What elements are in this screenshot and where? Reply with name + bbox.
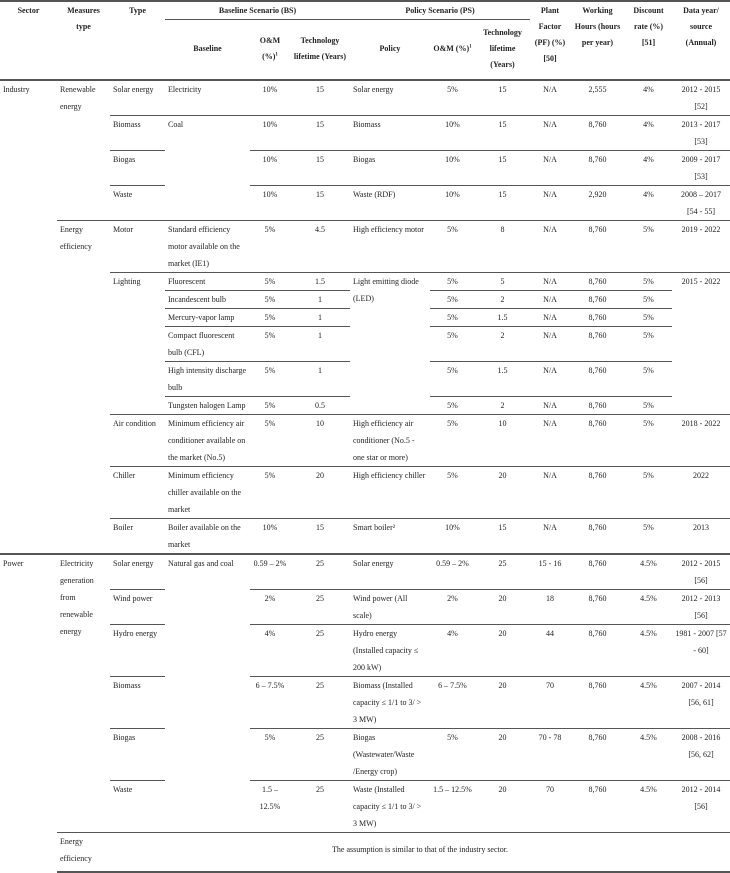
cell-discount-rate: 4.5% xyxy=(625,624,672,676)
cell-plant-factor: N/A xyxy=(530,518,570,554)
cell-ps-om: 5% xyxy=(430,361,475,396)
cell-ps-om: 5% xyxy=(430,728,475,780)
cell-bs-om: 10% xyxy=(250,150,290,185)
cell-bs-om: 10% xyxy=(250,80,290,116)
cell-bs-lifetime: 1 xyxy=(290,308,350,326)
cell-bs-om: 6 – 7.5% xyxy=(250,676,290,728)
cell-bs-lifetime: 15 xyxy=(290,80,350,116)
cell-type: Biomass xyxy=(110,676,165,728)
cell-ps-lifetime: 20 xyxy=(475,728,530,780)
cell-sector: Industry xyxy=(0,80,57,554)
cell-working-hours: 8,760 xyxy=(570,115,625,150)
cell-type: Waste xyxy=(110,185,165,220)
cell-baseline: Boiler available on the market xyxy=(165,518,250,554)
cell-bs-om: 10% xyxy=(250,115,290,150)
cell-bs-lifetime: 25 xyxy=(290,554,350,590)
cell-data-year: 2018 - 2022 xyxy=(672,414,730,466)
cell-measures-type: Renewable energy xyxy=(57,80,110,221)
header-discount-rate: Discount rate (%) [51] xyxy=(625,1,672,80)
cell-plant-factor: N/A xyxy=(530,396,570,414)
cell-ps-om: 5% xyxy=(430,414,475,466)
cell-discount-rate: 5% xyxy=(625,308,672,326)
cell-measures-type: Energy efficiency xyxy=(57,832,110,872)
cell-discount-rate: 5% xyxy=(625,272,672,290)
cell-baseline: Coal xyxy=(165,115,250,220)
cell-baseline: Electricity xyxy=(165,80,250,116)
cell-working-hours: 8,760 xyxy=(570,554,625,590)
cell-bs-om: 1.5 – 12.5% xyxy=(250,780,290,832)
header-plant-factor: Plant Factor (PF) (%) [50] xyxy=(530,1,570,80)
cell-working-hours: 2,920 xyxy=(570,185,625,220)
table-body xyxy=(0,80,730,872)
cell-ps-lifetime: 20 xyxy=(475,780,530,832)
cell-data-year: 2008 - 2016 [56, 62] xyxy=(672,728,730,780)
cell-working-hours: 8,760 xyxy=(570,728,625,780)
cell-plant-factor: N/A xyxy=(530,115,570,150)
cell-working-hours: 8,760 xyxy=(570,589,625,624)
cell-plant-factor: N/A xyxy=(530,361,570,396)
cell-plant-factor: N/A xyxy=(530,185,570,220)
cell-ps-lifetime: 20 xyxy=(475,676,530,728)
cell-data-year: 2013 xyxy=(672,518,730,554)
cell-data-year: 2012 - 2013 [56] xyxy=(672,589,730,624)
cell-type: Biogas xyxy=(110,150,165,185)
cell-bs-om: 10% xyxy=(250,185,290,220)
cell-bs-om: 4% xyxy=(250,624,290,676)
header-sector: Sector xyxy=(0,1,57,80)
cell-ps-lifetime: 8 xyxy=(475,220,530,272)
cell-ps-om: 5% xyxy=(430,396,475,414)
cell-discount-rate: 5% xyxy=(625,361,672,396)
cell-working-hours: 8,760 xyxy=(570,676,625,728)
cell-data-year: 2012 - 2015 [56] xyxy=(672,554,730,590)
cell-baseline: Incandescent bulb xyxy=(165,290,250,308)
cell-baseline: Minimum efficiency chiller available on the market xyxy=(165,466,250,518)
cell-policy: Biomass (Installed capacity ≤ 1/1 to 3/ > 3 MW) xyxy=(350,676,430,728)
cell-plant-factor: N/A xyxy=(530,466,570,518)
cell-measures-type: Energy efficiency xyxy=(57,220,110,554)
cell-plant-factor: N/A xyxy=(530,414,570,466)
cell-plant-factor: 70 xyxy=(530,676,570,728)
cell-ps-lifetime: 1.5 xyxy=(475,308,530,326)
cell-ps-om: 5% xyxy=(430,80,475,116)
cell-data-year: 2013 - 2017 [53] xyxy=(672,115,730,150)
table-row xyxy=(0,220,730,272)
table-row xyxy=(0,624,730,676)
cell-baseline: Natural gas and coal xyxy=(165,554,250,833)
cell-working-hours: 8,760 xyxy=(570,396,625,414)
cell-ps-lifetime: 20 xyxy=(475,589,530,624)
table-row xyxy=(0,272,730,290)
cell-working-hours: 8,760 xyxy=(570,220,625,272)
cell-bs-om: 10% xyxy=(250,518,290,554)
cell-bs-lifetime: 25 xyxy=(290,780,350,832)
cell-ps-lifetime: 2 xyxy=(475,290,530,308)
cell-bs-lifetime: 1 xyxy=(290,361,350,396)
cell-ps-om: 5% xyxy=(430,308,475,326)
cell-data-year: 2015 - 2022 xyxy=(672,272,730,414)
footnote-marker: 1 xyxy=(275,52,278,58)
cell-type: Motor xyxy=(110,220,165,272)
cell-discount-rate: 4.5% xyxy=(625,728,672,780)
cell-policy: Hydro energy (Installed capacity ≤ 200 kW) xyxy=(350,624,430,676)
cell-baseline: Standard efficiency motor available on the market (IE1) xyxy=(165,220,250,272)
cell-baseline: Tungsten halogen Lamp xyxy=(165,396,250,414)
cell-bs-om: 5% xyxy=(250,326,290,361)
cell-ps-om: 5% xyxy=(430,272,475,290)
cell-policy: Light emitting diode (LED) xyxy=(350,272,430,414)
table-row xyxy=(0,780,730,832)
cell-ps-lifetime: 25 xyxy=(475,554,530,590)
cell-plant-factor: 18 xyxy=(530,589,570,624)
cell-bs-lifetime: 15 xyxy=(290,150,350,185)
cell-discount-rate: 5% xyxy=(625,290,672,308)
header-ps-om xyxy=(430,20,475,80)
cell-policy: Biogas xyxy=(350,150,430,185)
cell-policy: High efficiency air conditioner (No.5 - one star or more) xyxy=(350,414,430,466)
table-row xyxy=(0,832,730,872)
table-row xyxy=(0,676,730,728)
cell-discount-rate: 4.5% xyxy=(625,589,672,624)
cell-ps-lifetime: 15 xyxy=(475,115,530,150)
cell-plant-factor: 70 - 78 xyxy=(530,728,570,780)
cell-type: Waste xyxy=(110,780,165,832)
cell-discount-rate: 4.5% xyxy=(625,676,672,728)
cell-plant-factor: N/A xyxy=(530,220,570,272)
cell-ps-om: 0.59 – 2% xyxy=(430,554,475,590)
header-baseline-scenario: Baseline Scenario (BS) xyxy=(165,1,350,20)
cell-data-year: 2009 - 2017 [53] xyxy=(672,150,730,185)
cell-discount-rate: 4.5% xyxy=(625,554,672,590)
cell-policy: Biomass xyxy=(350,115,430,150)
table-row xyxy=(0,728,730,780)
header-measures-type: Measures type xyxy=(57,1,110,80)
cell-working-hours: 8,760 xyxy=(570,624,625,676)
cell-plant-factor: N/A xyxy=(530,326,570,361)
cell-bs-om: 5% xyxy=(250,361,290,396)
cell-data-year: 1981 - 2007 [57 - 60] xyxy=(672,624,730,676)
cell-ps-om: 4% xyxy=(430,624,475,676)
cell-type: Lighting xyxy=(110,272,165,414)
cell-type: Chiller xyxy=(110,466,165,518)
cell-discount-rate: 5% xyxy=(625,220,672,272)
cell-bs-lifetime: 1 xyxy=(290,326,350,361)
cell-ps-om: 5% xyxy=(430,466,475,518)
cell-ps-om: 10% xyxy=(430,185,475,220)
cell-baseline: Fluorescent xyxy=(165,272,250,290)
cell-discount-rate: 4% xyxy=(625,150,672,185)
header-type: Type xyxy=(110,1,165,80)
cell-discount-rate: 4.5% xyxy=(625,780,672,832)
cell-discount-rate: 5% xyxy=(625,414,672,466)
cell-ps-lifetime: 5 xyxy=(475,272,530,290)
cell-policy: Solar energy xyxy=(350,80,430,116)
header-working-hours: Working Hours (hours per year) xyxy=(570,1,625,80)
cell-ps-lifetime: 15 xyxy=(475,185,530,220)
cell-plant-factor: N/A xyxy=(530,150,570,185)
cell-policy: Wind power (All scale) xyxy=(350,589,430,624)
cell-plant-factor: N/A xyxy=(530,80,570,116)
cell-data-year: 2007 - 2014 [56, 61] xyxy=(672,676,730,728)
cell-policy: Waste (Installed capacity ≤ 1/1 to 3/ > 3 MW) xyxy=(350,780,430,832)
cell-ps-om: 5% xyxy=(430,290,475,308)
cell-working-hours: 8,760 xyxy=(570,290,625,308)
cell-bs-lifetime: 1.5 xyxy=(290,272,350,290)
cell-discount-rate: 5% xyxy=(625,326,672,361)
cell-type: Air condition xyxy=(110,414,165,466)
header-baseline: Baseline xyxy=(193,44,222,54)
cell-bs-lifetime: 20 xyxy=(290,466,350,518)
cell-ps-lifetime: 20 xyxy=(475,624,530,676)
header-bs-om xyxy=(250,20,290,80)
cell-working-hours: 8,760 xyxy=(570,466,625,518)
cell-bs-lifetime: 10 xyxy=(290,414,350,466)
cell-bs-lifetime: 15 xyxy=(290,518,350,554)
cell-plant-factor: 44 xyxy=(530,624,570,676)
cell-bs-lifetime: 15 xyxy=(290,185,350,220)
cell-ps-om: 1.5 – 12.5% xyxy=(430,780,475,832)
cell-ps-lifetime: 10 xyxy=(475,414,530,466)
header-policy-scenario: Policy Scenario (PS) xyxy=(350,1,530,20)
cell-plant-factor: 70 xyxy=(530,780,570,832)
cell-ps-lifetime: 2 xyxy=(475,326,530,361)
cell-plant-factor: N/A xyxy=(530,272,570,290)
table-header xyxy=(0,1,730,80)
cell-ps-lifetime: 15 xyxy=(475,150,530,185)
cell-bs-om: 5% xyxy=(250,396,290,414)
cell-policy: Waste (RDF) xyxy=(350,185,430,220)
cell-ps-om: 5% xyxy=(430,326,475,361)
cell-policy: Smart boiler² xyxy=(350,518,430,554)
cell-discount-rate: 5% xyxy=(625,518,672,554)
cell-measures-type: Electricity generation from renewable energy xyxy=(57,554,110,833)
cell-data-year: 2012 - 2015 [52] xyxy=(672,80,730,116)
cell-bs-lifetime: 1 xyxy=(290,290,350,308)
cell-bs-om: 5% xyxy=(250,414,290,466)
cell-bs-om: 2% xyxy=(250,589,290,624)
cell-type: Boiler xyxy=(110,518,165,554)
table-row xyxy=(0,589,730,624)
cell-type: Wind power xyxy=(110,589,165,624)
cell-bs-lifetime: 25 xyxy=(290,624,350,676)
header-bs-lifetime: Technology lifetime (Years) xyxy=(293,36,347,62)
cell-baseline: Minimum efficiency air conditioner available on the market (No.5) xyxy=(165,414,250,466)
cell-ps-lifetime: 1.5 xyxy=(475,361,530,396)
cell-bs-om: 5% xyxy=(250,466,290,518)
table-row xyxy=(0,414,730,466)
cell-ps-om: 2% xyxy=(430,589,475,624)
cell-policy: Solar energy xyxy=(350,554,430,590)
cell-bs-lifetime: 25 xyxy=(290,728,350,780)
cell-ps-lifetime: 15 xyxy=(475,518,530,554)
table-row xyxy=(0,466,730,518)
cell-bs-lifetime: 25 xyxy=(290,676,350,728)
cell-ps-lifetime: 20 xyxy=(475,466,530,518)
cell-ps-lifetime: 2 xyxy=(475,396,530,414)
cell-bs-om: 5% xyxy=(250,308,290,326)
table-row xyxy=(0,554,730,590)
cell-data-year: 2008 – 2017 [54 - 55] xyxy=(672,185,730,220)
cell-discount-rate: 4% xyxy=(625,185,672,220)
cell-plant-factor: N/A xyxy=(530,290,570,308)
cell-sector: Power xyxy=(0,554,57,872)
cell-ps-om: 10% xyxy=(430,115,475,150)
cell-plant-factor: 15 - 16 xyxy=(530,554,570,590)
table-row xyxy=(0,80,730,116)
cell-discount-rate: 4% xyxy=(625,115,672,150)
table-row xyxy=(0,115,730,150)
cell-type: Hydro energy xyxy=(110,624,165,676)
table-row xyxy=(0,185,730,220)
cell-working-hours: 8,760 xyxy=(570,150,625,185)
cell-discount-rate: 5% xyxy=(625,466,672,518)
cell-working-hours: 8,760 xyxy=(570,326,625,361)
cell-policy: High efficiency chiller xyxy=(350,466,430,518)
cell-type: Biomass xyxy=(110,115,165,150)
header-data-year: Data year/ source (Annual) xyxy=(672,1,730,80)
cell-ps-om: 6 – 7.5% xyxy=(430,676,475,728)
cell-bs-om: 0.59 – 2% xyxy=(250,554,290,590)
cell-ps-lifetime: 15 xyxy=(475,80,530,116)
cell-policy: Biogas (Wastewater/Waste /Energy crop) xyxy=(350,728,430,780)
cell-plant-factor: N/A xyxy=(530,308,570,326)
cell-working-hours: 8,760 xyxy=(570,414,625,466)
cell-type: Solar energy xyxy=(110,80,165,116)
cell-bs-om: 5% xyxy=(250,290,290,308)
cell-bs-om: 5% xyxy=(250,272,290,290)
cell-working-hours: 2,555 xyxy=(570,80,625,116)
assumption-note: The assumption is similar to that of the industry sector. xyxy=(110,832,730,872)
cell-working-hours: 8,760 xyxy=(570,308,625,326)
cell-working-hours: 8,760 xyxy=(570,361,625,396)
cell-working-hours: 8,760 xyxy=(570,272,625,290)
cell-discount-rate: 4% xyxy=(625,80,672,116)
cell-bs-om: 5% xyxy=(250,728,290,780)
cell-bs-om: 5% xyxy=(250,220,290,272)
cell-bs-lifetime: 4.5 xyxy=(290,220,350,272)
cell-working-hours: 8,760 xyxy=(570,780,625,832)
cell-type: Biogas xyxy=(110,728,165,780)
header-bs-om-label: O&M (%) xyxy=(259,36,281,62)
cell-discount-rate: 5% xyxy=(625,396,672,414)
header-ps-lifetime: Technology lifetime (Years) xyxy=(483,28,522,70)
cell-data-year: 2019 - 2022 xyxy=(672,220,730,272)
cell-bs-lifetime: 0.5 xyxy=(290,396,350,414)
cell-data-year: 2022 xyxy=(672,466,730,518)
cell-ps-om: 10% xyxy=(430,518,475,554)
cell-baseline: Compact fluorescent bulb (CFL) xyxy=(165,326,250,361)
cell-ps-om: 5% xyxy=(430,220,475,272)
table-row xyxy=(0,150,730,185)
header-policy: Policy xyxy=(379,44,401,54)
cell-data-year: 2012 - 2014 [56] xyxy=(672,780,730,832)
cell-baseline: Mercury-vapor lamp xyxy=(165,308,250,326)
cell-policy: High efficiency motor xyxy=(350,220,430,272)
cell-bs-lifetime: 15 xyxy=(290,115,350,150)
cell-baseline: High intensity discharge bulb xyxy=(165,361,250,396)
cell-working-hours: 8,760 xyxy=(570,518,625,554)
header-ps-om-label: O&M (%) xyxy=(433,44,470,54)
table-row xyxy=(0,518,730,554)
cell-bs-lifetime: 25 xyxy=(290,589,350,624)
footnote-marker: 1 xyxy=(469,44,472,50)
cell-type: Solar energy xyxy=(110,554,165,590)
cell-ps-om: 10% xyxy=(430,150,475,185)
